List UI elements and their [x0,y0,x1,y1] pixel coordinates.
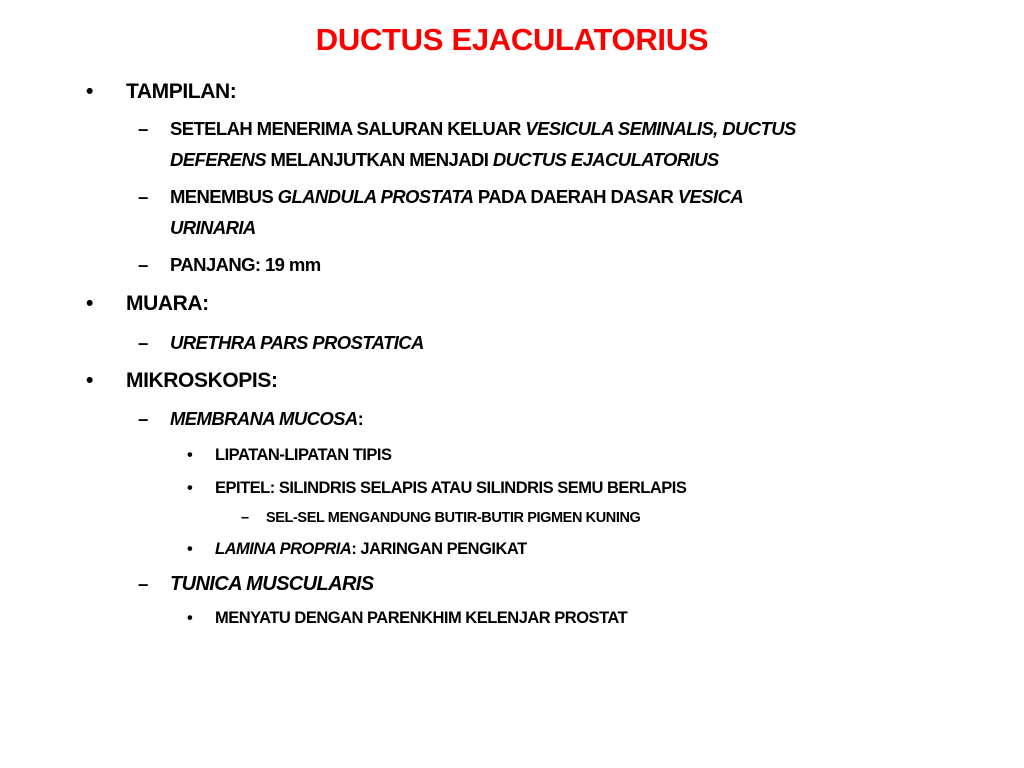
list-item-urethra [170,328,424,358]
bullet-marker: • [187,609,193,627]
dash-marker: – [138,118,148,139]
bullet-marker: • [86,80,93,103]
dash-marker: – [138,332,148,353]
list-item-sel: SEL-SEL MENGANDUNG BUTIR-BUTIR PIGMEN KUNING [266,510,641,526]
list-item-lamina [215,534,527,564]
text: MENEMBUS [170,186,278,207]
text-italic: DUCTUS EJACULATORIUS [492,149,719,170]
list-item-setelah-line2 [170,145,719,175]
bullet-marker: • [187,479,193,497]
text-italic: MEMBRANA MUCOSA [170,408,358,429]
dash-marker: – [138,573,148,594]
list-item-setelah-line1 [170,114,796,144]
bullet-marker: • [187,540,193,558]
dash-marker: – [138,254,148,275]
text-italic: VESICULA SEMINALIS, DUCTUS [525,118,796,139]
text-italic: DEFERENS [170,149,266,170]
heading-tampilan: TAMPILAN: [126,80,237,103]
text: SETELAH MENERIMA SALURAN KELUAR [170,118,526,139]
dash-marker: – [138,408,148,429]
text-italic: TUNICA MUSCULARIS [170,573,374,595]
list-item-menembus-line2 [170,213,256,243]
list-item-panjang: PANJANG: 19 mm [170,254,321,275]
slide-title: DUCTUS EJACULATORIUS [315,22,709,57]
list-item-menyatu: MENYATU DENGAN PARENKHIM KELENJAR PROSTAT [215,609,628,627]
list-item-membrana [170,404,363,434]
heading-muara: MUARA: [126,292,209,315]
text-italic: GLANDULA PROSTATA [277,186,474,207]
bullet-marker: • [86,292,93,315]
dash-marker: – [138,186,148,207]
text: MELANJUTKAN MENJADI [265,149,493,170]
list-item-lipatan: LIPATAN-LIPATAN TIPIS [215,446,392,464]
list-item-menembus-line1 [170,182,743,212]
bullet-marker: • [86,369,93,392]
text-italic: VESICA [677,186,744,207]
heading-mikroskopis: MIKROSKOPIS: [126,369,278,392]
text: : JARINGAN PENGIKAT [351,540,527,558]
text-italic: URETHRA PARS PROSTATICA [170,332,424,353]
list-item-tunica [170,569,374,599]
dash-marker: – [241,510,249,526]
text: : [357,408,364,429]
list-item-epitel: EPITEL: SILINDRIS SELAPIS ATAU SILINDRIS SEMU BERLAPIS [215,479,687,497]
text-italic: URINARIA [170,217,256,238]
text: PADA DAERAH DASAR [473,186,678,207]
text-italic: LAMINA PROPRIA [215,540,352,558]
bullet-marker: • [187,446,193,464]
